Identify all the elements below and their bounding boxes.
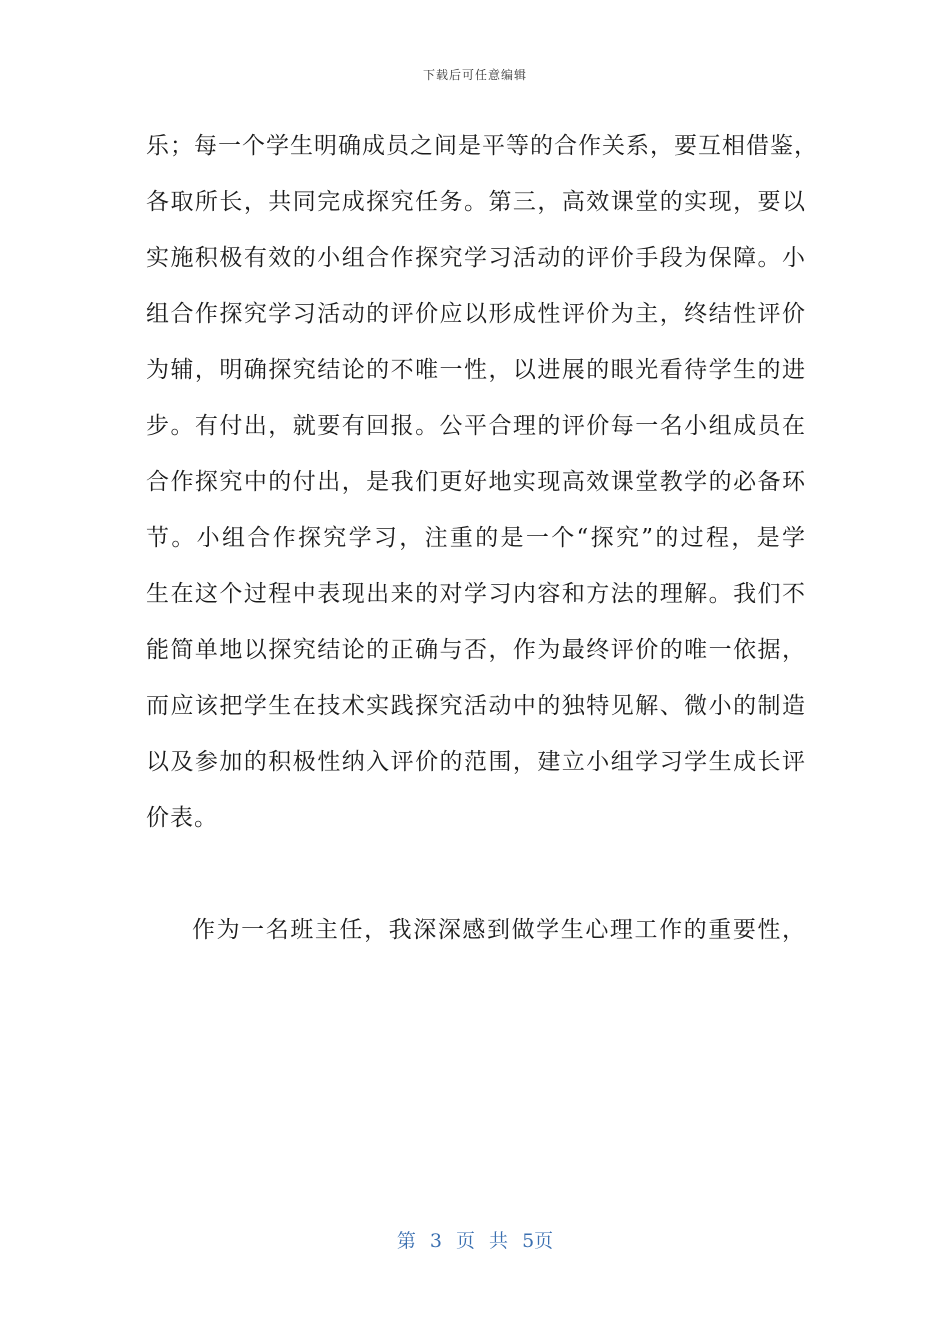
body-line-13: 价表。 [146,805,218,831]
body-line-10: 能简单地以探究结论的正确与否，作为最终评价的唯一依据， [146,637,806,663]
page-number-footer: 第 3 页 共 5页 [396,1230,554,1252]
body-line-1: 乐；每一个学生明确成员之间是平等的合作关系，要互相借鉴， [146,133,818,159]
body-line-2: 各取所长，共同完成探究任务。第三，高效课堂的实现，要以 [146,189,806,215]
body-line-12: 以及参加的积极性纳入评价的范围，建立小组学习学生成长评 [146,749,806,775]
body-line-8: 节。小组合作探究学习，注重的是一个“探究”的过程，是学 [146,525,806,551]
paragraph-2-line-1: 作为一名班主任，我深深感到做学生心理工作的重要性， [192,917,806,943]
body-line-9: 生在这个过程中表现出来的对学习内容和方法的理解。我们不 [146,581,806,607]
paragraph-gap [146,846,806,902]
page-header: 下载后可任意编辑 [422,68,527,82]
body-line-6: 步。有付出，就要有回报。公平合理的评价每一名小组成员在 [146,413,806,439]
body-line-3: 实施积极有效的小组合作探究学习活动的评价手段为保障。小 [146,245,806,271]
document-body [146,118,818,958]
body-line-5: 为辅，明确探究结论的不唯一性，以进展的眼光看待学生的进 [146,357,806,383]
body-line-7: 合作探究中的付出，是我们更好地实现高效课堂教学的必备环 [146,469,806,495]
body-line-4: 组合作探究学习活动的评价应以形成性评价为主，终结性评价 [146,301,806,327]
body-line-11: 而应该把学生在技术实践探究活动中的独特见解、微小的制造 [146,693,806,719]
